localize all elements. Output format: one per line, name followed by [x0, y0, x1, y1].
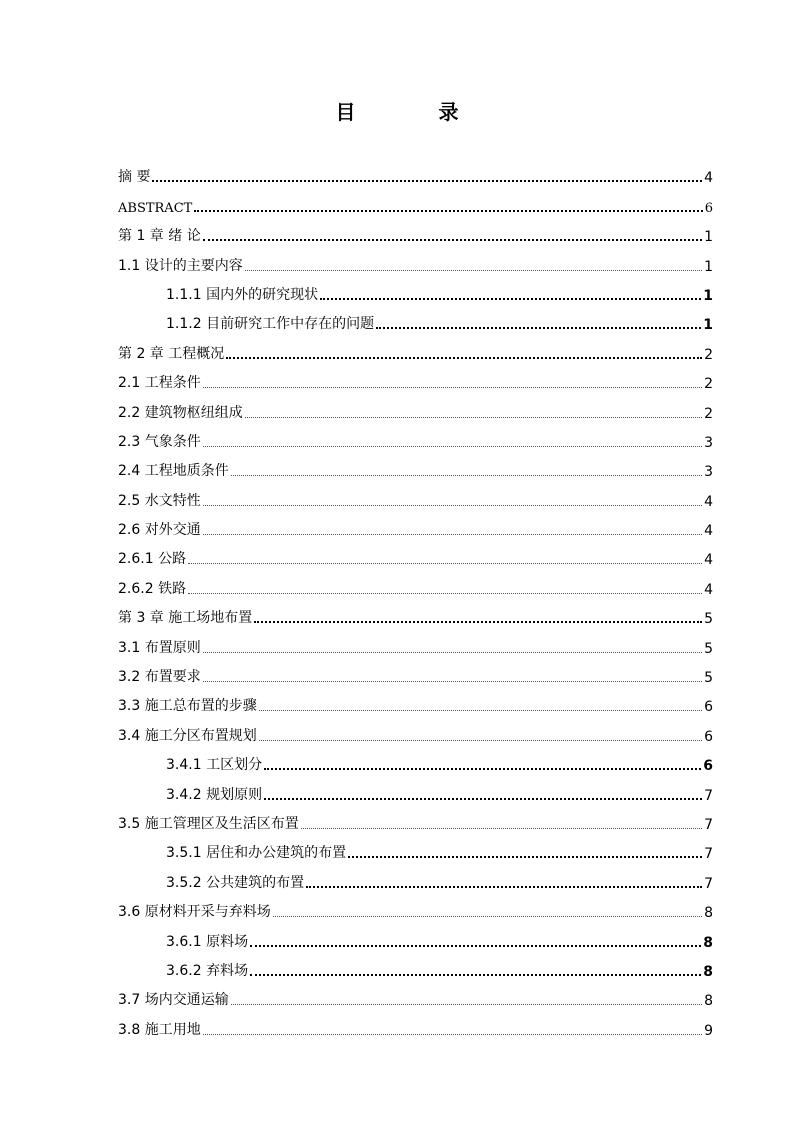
toc-entry-label: 第 3 章 施工场地布置 [118, 610, 253, 627]
toc-entry-page-number: 2 [704, 405, 713, 422]
dot-leader [203, 646, 702, 653]
toc-entry[interactable] [118, 451, 713, 480]
toc-entry-page-number: 1 [703, 317, 713, 334]
toc-entry[interactable] [118, 480, 713, 509]
toc-entry-page-number: 4 [704, 170, 713, 187]
dot-leader [245, 411, 702, 418]
toc-entry-label: 3.6 原材料开采与弃料场 [118, 904, 271, 921]
toc-entry-label: 2.4 工程地质条件 [118, 463, 229, 480]
toc-entry[interactable] [118, 804, 713, 833]
dot-leader [188, 557, 702, 564]
toc-entry[interactable] [118, 422, 713, 451]
toc-entry[interactable] [118, 657, 713, 686]
dot-leader [226, 351, 702, 359]
toc-entry[interactable] [118, 892, 713, 921]
toc-entry[interactable] [118, 686, 713, 715]
toc-entry[interactable] [118, 627, 713, 656]
toc-entry-page-number: 6 [703, 758, 713, 775]
toc-entry-label: 2.6.2 铁路 [118, 580, 187, 597]
toc-entry-page-number: 6 [704, 699, 713, 716]
toc-entry[interactable] [118, 862, 713, 891]
dot-leader [376, 321, 701, 329]
toc-entry[interactable] [118, 363, 713, 392]
toc-entry-label: 2.6.1 公路 [118, 551, 187, 568]
toc-entry-label: 3.4 施工分区布置规划 [118, 727, 257, 744]
toc-entry-page-number: 1 [703, 287, 713, 304]
toc-entry-label: 3.3 施工总布置的步骤 [118, 698, 257, 715]
toc-entry-label: 3.5.2 公共建筑的布置 [166, 874, 305, 891]
toc-entry[interactable] [118, 333, 713, 362]
toc-entry-page-number: 4 [704, 493, 713, 510]
toc-entry-label: 3.7 场内交通运输 [118, 992, 229, 1009]
dot-leader [203, 440, 702, 447]
dot-leader [194, 204, 702, 212]
toc-entry-page-number: 4 [704, 552, 713, 569]
toc-entry-page-number: 3 [704, 464, 713, 481]
toc-entry[interactable] [118, 715, 713, 744]
toc-entry-label: 1.1.2 目前研究工作中存在的问题 [166, 316, 375, 333]
toc-entry-label: 2.1 工程条件 [118, 375, 201, 392]
toc-entry[interactable] [118, 745, 713, 774]
dot-leader [348, 850, 702, 858]
dot-leader [245, 264, 702, 271]
toc-entry[interactable] [118, 568, 713, 597]
dot-leader [264, 762, 701, 770]
toc-entry-page-number: 1 [704, 229, 713, 246]
toc-entry[interactable] [118, 245, 713, 274]
toc-entry[interactable] [118, 186, 713, 215]
toc-entry-page-number: 7 [704, 875, 713, 892]
toc-entry-page-number: 8 [704, 905, 713, 922]
dot-leader [203, 233, 702, 241]
dot-leader [320, 292, 701, 300]
toc-entry[interactable] [118, 598, 713, 627]
dot-leader [231, 469, 702, 476]
toc-entry-label: 摘 要 [118, 169, 151, 186]
dot-leader [273, 910, 702, 917]
toc-entry-label: 3.1 布置原则 [118, 639, 201, 656]
toc-entry-page-number: 4 [704, 523, 713, 540]
dot-leader [254, 615, 702, 623]
toc-entry-page-number: 5 [704, 670, 713, 687]
toc-entry-label: 3.6.2 弃料场 [166, 962, 249, 979]
dot-leader [301, 822, 702, 829]
toc-entry-label: 2.6 对外交通 [118, 522, 201, 539]
toc-entry[interactable] [118, 304, 713, 333]
dot-leader [203, 381, 702, 388]
toc-entry[interactable] [118, 157, 713, 186]
toc-entry-page-number: 8 [703, 963, 713, 980]
toc-entry[interactable] [118, 539, 713, 568]
toc-entry-page-number: 7 [704, 816, 713, 833]
dot-leader [203, 499, 702, 506]
toc-entry-label: ABSTRACT [118, 200, 193, 216]
toc-entry-page-number: 6 [704, 728, 713, 745]
table-of-contents [118, 157, 713, 1039]
toc-entry[interactable] [118, 951, 713, 980]
toc-entry[interactable] [118, 216, 713, 245]
toc-entry-label: 1.1.1 国内外的研究现状 [166, 286, 319, 303]
toc-entry-page-number: 7 [704, 846, 713, 863]
dot-leader [306, 880, 702, 888]
toc-entry-page-number: 5 [704, 611, 713, 628]
toc-entry[interactable] [118, 774, 713, 803]
toc-entry-label: 3.2 布置要求 [118, 669, 201, 686]
toc-entry-label: 3.4.1 工区划分 [166, 757, 263, 774]
dot-leader [259, 734, 702, 741]
dot-leader [203, 1028, 702, 1035]
dot-leader [188, 587, 702, 594]
dot-leader [152, 174, 702, 182]
toc-entry-page-number: 2 [704, 376, 713, 393]
dot-leader [203, 675, 702, 682]
toc-entry[interactable] [118, 921, 713, 950]
toc-entry-label: 3.6.1 原料场 [166, 933, 249, 950]
dot-leader [259, 704, 702, 711]
page-title: 目 录 [335, 100, 497, 124]
toc-entry-page-number: 8 [704, 993, 713, 1010]
toc-entry-label: 3.5 施工管理区及生活区布置 [118, 815, 299, 832]
toc-entry-label: 3.5.1 居住和办公建筑的布置 [166, 845, 347, 862]
toc-entry-page-number: 9 [704, 1022, 713, 1039]
toc-entry[interactable] [118, 980, 713, 1009]
toc-entry-label: 2.5 水文特性 [118, 492, 201, 509]
toc-entry-page-number: 8 [703, 934, 713, 951]
toc-entry-page-number: 2 [704, 346, 713, 363]
dot-leader [250, 968, 701, 976]
toc-entry[interactable] [118, 833, 713, 862]
dot-leader [250, 939, 701, 947]
toc-entry[interactable] [118, 1009, 713, 1038]
toc-entry-label: 3.4.2 规划原则 [166, 786, 263, 803]
dot-leader [264, 792, 702, 800]
toc-entry-label: 第 1 章 绪 论 [118, 228, 201, 245]
toc-entry[interactable] [118, 510, 713, 539]
toc-entry[interactable] [118, 392, 713, 421]
toc-entry-label: 第 2 章 工程概况 [118, 345, 225, 362]
toc-entry-page-number: 6 [704, 200, 713, 216]
toc-entry-label: 3.8 施工用地 [118, 1021, 201, 1038]
toc-entry-page-number: 7 [704, 787, 713, 804]
toc-entry-label: 2.2 建筑物枢纽组成 [118, 404, 243, 421]
toc-entry-page-number: 5 [704, 640, 713, 657]
toc-entry[interactable] [118, 275, 713, 304]
dot-leader [203, 528, 702, 535]
toc-entry-page-number: 1 [704, 258, 713, 275]
toc-entry-page-number: 4 [704, 581, 713, 598]
toc-entry-label: 2.3 气象条件 [118, 433, 201, 450]
toc-entry-label: 1.1 设计的主要内容 [118, 257, 243, 274]
toc-entry-page-number: 3 [704, 434, 713, 451]
dot-leader [231, 998, 702, 1005]
